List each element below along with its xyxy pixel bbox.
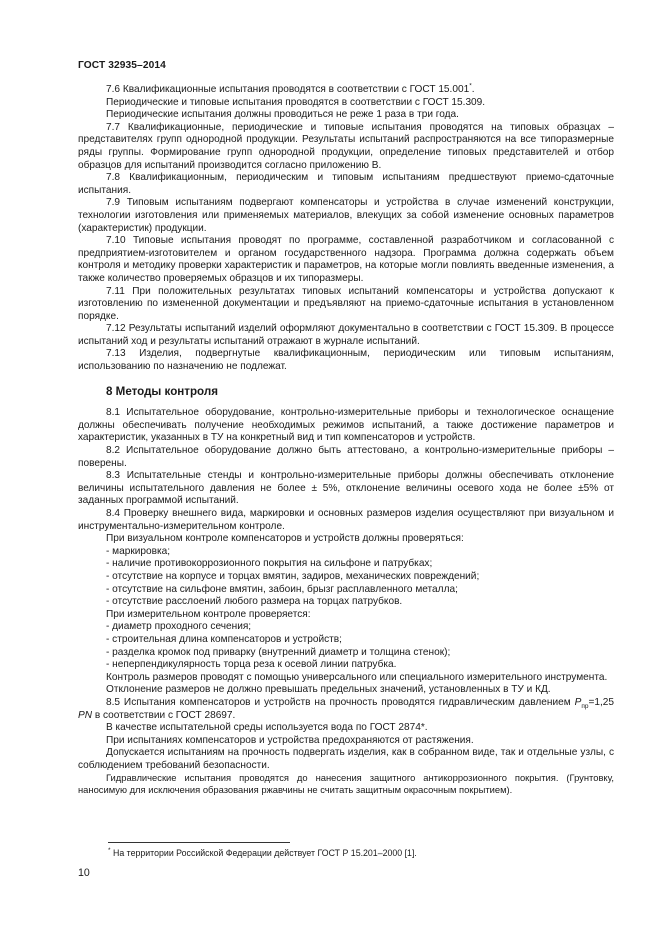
paragraph-water: В качестве испытательной среды используется вода по ГОСТ 2874*. <box>106 722 428 734</box>
symbol-pn: PN <box>78 709 93 721</box>
paragraph-7-8: 7.8 Квалификационным, периодическим и типовым испытаниям предшествуют приемо-сдаточные испытания. <box>78 172 614 196</box>
paragraph-7-13: 7.13 Изделия, подвергнутые квалификационным, периодическим или типовым испытаниям, использованию по назначению не подлежат. <box>78 348 614 373</box>
paragraph-7-12: 7.12 Результаты испытаний изделий оформляют документально в соответствии с ГОСТ 15.309. В процессе испытаний ход и результаты испытаний отражают в журнале испытаний. <box>78 323 614 347</box>
paragraph-8-2: 8.2 Испытательное оборудование должно быть аттестовано, а контрольно-измерительные приборы – поверены. <box>78 445 614 469</box>
footnote-mark: * <box>108 847 111 855</box>
list-item: - отсутствие на корпусе и торцах вмятин, задиров, механических повреждений; <box>106 570 480 582</box>
text: 8.5 Испытания компенсаторов и устройств на прочность проводятся гидравлическим давлением <box>106 696 571 708</box>
paragraph-control-tools: Контроль размеров проводят с помощью универсального или специального измерительного инструмента. <box>106 671 608 683</box>
paragraph-7-11: 7.11 При положительных результатах типовых испытаний компенсаторы и устройства допускают к изготовлению по измененной документации и предъявляют на приемо-сдаточные испытания в установленном порядке. <box>78 285 614 322</box>
symbol-p: P <box>574 696 582 708</box>
text: 7.6 Квалификационные испытания проводятся в соответствии с ГОСТ 15.001 <box>106 84 470 95</box>
list-item: - строительная длина компенсаторов и устройств; <box>106 633 342 645</box>
footnote <box>108 848 417 859</box>
footnote-ref: * <box>469 82 472 90</box>
section-heading: 8 Методы контроля <box>106 384 218 398</box>
list-item: - неперпендикулярность торца реза к осевой линии патрубка. <box>106 659 397 671</box>
paragraph-7-6a <box>78 84 614 97</box>
paragraph-8-5 <box>78 697 614 722</box>
list-item: - отсутствие расслоений любого размера на торцах патрубков. <box>106 596 403 608</box>
text: . <box>471 84 475 95</box>
text: =1,25 <box>588 696 614 708</box>
paragraph-7-7: 7.7 Квалификационные, периодические и типовые испытания проводятся на типовых образцах – представителях групп однородной продукции. Результаты испытаний распространяются на все типоразмерные ряды группы. Формирование групп однородной продукции, определение типовых представителей и отбор образцов для испытаний производится согласно приложению В. <box>78 121 614 171</box>
paragraph-7-6c: Периодические испытания должны проводиться не реже 1 раза в три года. <box>106 109 459 121</box>
measure-control-intro: При измерительном контроле проверяется: <box>106 608 311 620</box>
document-body <box>78 84 614 796</box>
visual-control-intro: При визуальном контроле компенсаторов и устройств должны проверяться: <box>106 533 464 545</box>
paragraph-7-6b: Периодические и типовые испытания проводятся в соответствии с ГОСТ 15.309. <box>106 96 486 108</box>
paragraph-hydro: Гидравлические испытания проводятся до нанесения защитного антикоррозионного покрытия. (Грунтовку, наносимую для исключения образования ржавчины не считать защитным окрасочным покрытием). <box>78 772 614 796</box>
paragraph-7-10: 7.10 Типовые испытания проводят по программе, составленной разработчиком и согласованной с предприятием-изготовителем и органом государственного надзора. Программа должна содержать объем контроля и методику проверки характеристик и параметров, на которые могли повлиять введенные изменения, а также количество проверяемых образцов и их типоразмеры. <box>78 235 614 284</box>
paragraph-stretch: При испытаниях компенсаторов и устройства предохраняются от растяжения. <box>106 734 474 746</box>
list-item: - наличие противокоррозионного покрытия на сильфоне и патрубках; <box>106 558 433 570</box>
text: в соответствии с ГОСТ 28697. <box>92 709 236 721</box>
list-item: - отсутствие на сильфоне вмятин, забоин, брызг расплавленного металла; <box>106 583 458 595</box>
paragraph-8-3: 8.3 Испытательные стенды и контрольно-измерительные приборы должны обеспечивать отклонение величины испытательного давления не более ± 5%, отклонение величины осевого хода не более ±5% от заданных программой испытаний. <box>78 470 614 507</box>
list-item: - разделка кромок под приварку (внутренний диаметр и толщина стенок); <box>106 646 451 658</box>
subscript: пр <box>581 702 589 710</box>
document-header: ГОСТ 32935–2014 <box>78 60 166 71</box>
list-item: - маркировка; <box>106 545 171 557</box>
list-item: - диаметр проходного сечения; <box>106 621 252 633</box>
paragraph-8-1: 8.1 Испытательное оборудование, контрольно-измерительные приборы и технологическое оснащение должны обеспечивать получение необходимых режимов испытаний, а также достижение параметров и характеристик, указанных в ТУ на конкретный вид и тип компенсаторов и устройств. <box>78 407 614 444</box>
paragraph-7-9: 7.9 Типовым испытаниям подвергают компенсаторы и устройства в случае изменений конструкции, технологии изготовления или применяемых материалов, влекущих за собой изменение основных параметров (характеристик) продукции. <box>78 197 614 234</box>
footnote-divider <box>108 842 290 843</box>
footnote-text: На территории Российской Федерации действует ГОСТ Р 15.201–2000 [1]. <box>110 848 417 858</box>
page-number: 10 <box>78 867 90 879</box>
paragraph-deviation: Отклонение размеров не должно превышать предельных значений, установленных в ТУ и КД. <box>106 684 551 696</box>
paragraph-8-4: 8.4 Проверку внешнего вида, маркировки и основных размеров изделия осуществляют при визуальном и инструментально-измерительном контроле. <box>78 508 614 532</box>
paragraph-permit: Допускается испытаниям на прочность подвергать изделия, как в собранном виде, так и отдельные узлы, с соблюдением требований безопасности. <box>78 747 614 771</box>
